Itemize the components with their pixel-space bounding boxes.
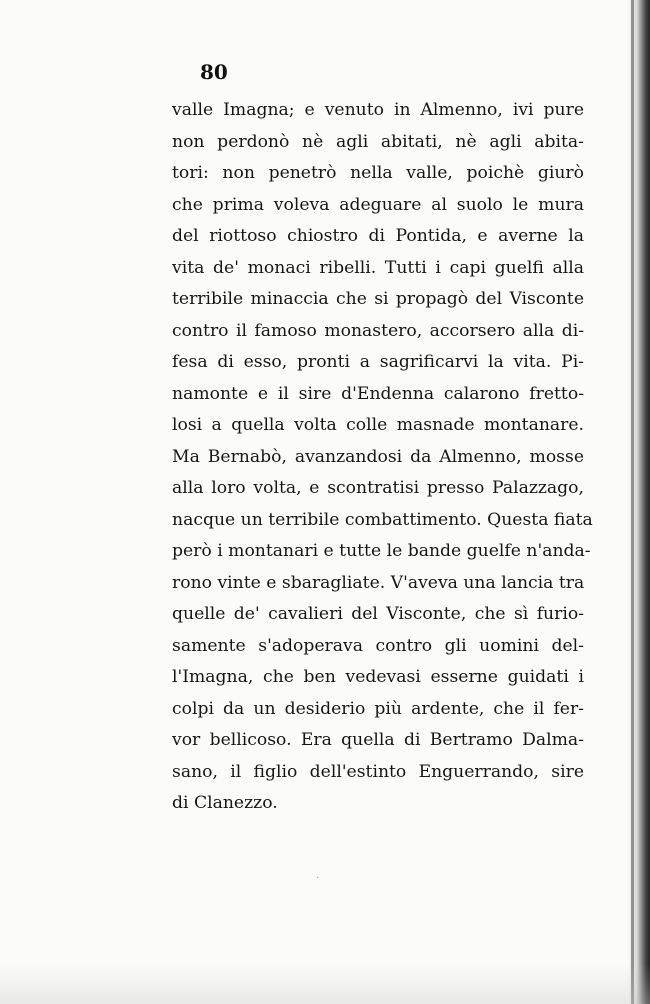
paper-speck: · xyxy=(316,873,320,884)
text-line: quelle de' cavalieri del Visconte, che sì furio- xyxy=(172,604,584,624)
text-line: vor bellicoso. Era quella di Bertramo Dalma- xyxy=(172,730,584,750)
text-line: che prima voleva adeguare al suolo le mura xyxy=(172,194,584,215)
text-line: nacque un terribile combattimento. Questa fiata xyxy=(172,509,593,530)
text-line: namonte e il sire d'Endenna calarono fretto- xyxy=(172,383,584,404)
text-line-last: di Clanezzo. xyxy=(172,793,278,813)
text-line: però i montanari e tutte le bande guelfe n'anda- xyxy=(172,541,591,561)
page-bottom-shade xyxy=(0,964,650,1004)
text-line: non perdonò nè agli abitati, nè agli abita- xyxy=(172,131,584,152)
text-line: Ma Bernabò, avanzandosi da Almenno, mosse xyxy=(172,446,584,467)
text-line: tori: non penetrò nella valle, poichè giurò xyxy=(172,163,584,183)
spine-edge xyxy=(631,0,634,1004)
text-line: alla loro volta, e scontratisi presso Palazzago, xyxy=(172,478,584,498)
text-line: fesa di esso, pronti a sagrificarvi la vita. Pi- xyxy=(172,352,584,372)
text-line: valle Imagna; e venuto in Almenno, ivi pure xyxy=(172,100,584,120)
page-number: 80 xyxy=(200,60,228,84)
text-line: samente s'adoperava contro gli uomini del- xyxy=(172,635,584,656)
text-line: l'Imagna, che ben vedevasi esserne guidati i xyxy=(172,667,584,687)
text-line: rono vinte e sbaragliate. V'aveva una lancia tra xyxy=(172,572,585,593)
text-line: sano, il figlio dell'estinto Enguerrando, sire xyxy=(172,761,584,782)
text-line: losi a quella volta colle masnade montanare. xyxy=(172,415,584,435)
text-line: contro il famoso monastero, accorsero alla di- xyxy=(172,320,584,341)
text-line: colpi da un desiderio più ardente, che il fer- xyxy=(172,698,584,719)
text-line: vita de' monaci ribelli. Tutti i capi guelfi alla xyxy=(172,257,584,278)
body-text xyxy=(172,95,593,820)
text-line: del riottoso chiostro di Pontida, e averne la xyxy=(172,226,584,246)
text-line: terribile minaccia che si propagò del Visconte xyxy=(172,289,584,309)
